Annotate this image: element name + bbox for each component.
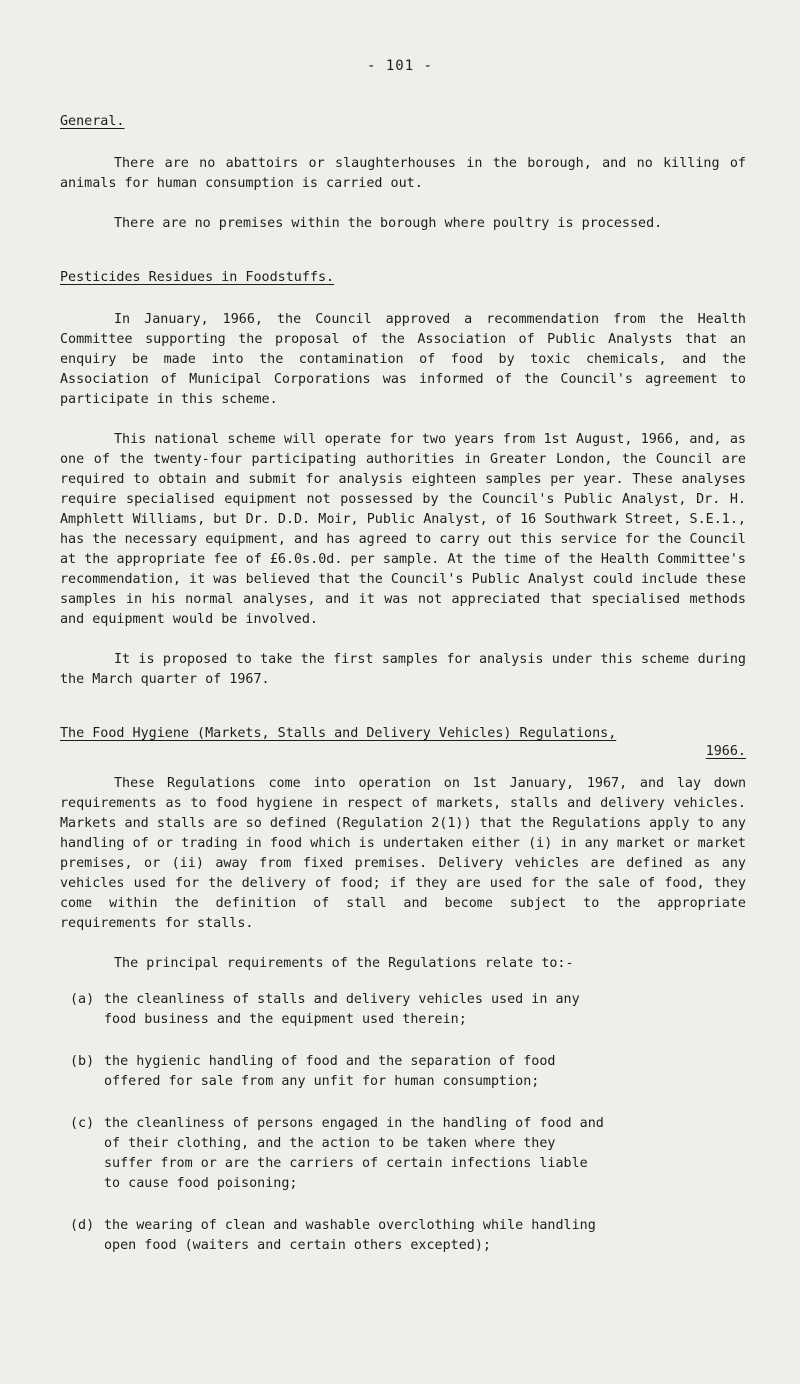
list-item-text: the hygienic handling of food and the separation of food offered for sale from any unfit for human consumption; (104, 1054, 556, 1089)
section-heading-food-hygiene-year: 1966. (705, 744, 746, 759)
document-body (60, 112, 746, 1256)
list-item (70, 990, 746, 1030)
list-item (70, 1114, 746, 1194)
list-item-text: the cleanliness of persons engaged in the handling of food and of their clothing, and the action to be taken where they suffer from or are the carriers of certain infections liable to cause food poisoning; (104, 1116, 604, 1191)
list-item-text: the cleanliness of stalls and delivery vehicles used in any food business and the equipment used therein; (104, 992, 580, 1027)
section-heading-food-hygiene: The Food Hygiene (Markets, Stalls and Delivery Vehicles) Regulations, (60, 726, 617, 741)
section-food-hygiene (60, 724, 746, 1256)
list-marker: (c) (70, 1116, 95, 1131)
requirements-list (60, 990, 746, 1256)
paragraph: In January, 1966, the Council approved a recommendation from the Health Committee supporting the proposal of the Association of Public Analysts that an enquiry be made into the contamination of food by toxic chemicals, and the Association of Municipal Corporations was informed of the Council's agreement to participate in this scheme. (60, 312, 746, 407)
paragraph: There are no abattoirs or slaughterhouses in the borough, and no killing of animals for human consumption is carried out. (60, 156, 746, 191)
paragraph: The principal requirements of the Regulations relate to:- (114, 956, 574, 971)
section-heading-pesticides: Pesticides Residues in Foodstuffs. (60, 270, 335, 285)
list-marker: (b) (70, 1054, 95, 1069)
list-marker: (d) (70, 1218, 95, 1233)
paragraph: These Regulations come into operation on 1st January, 1967, and lay down requirements as to food hygiene in respect of markets, stalls and delivery vehicles. Markets and stalls are so defined (Regulation 2(1)) that the Regulations apply to any handling of or trading in food which is undertaken either (i) in any market or market premises, or (ii) away from fixed premises. Delivery vehicles are defined as any vehicles used for the delivery of food; if they are used for the sale of food, they come within the definition of stall and become subject to the appropriate requirements for stalls. (60, 776, 746, 931)
section-pesticides (60, 268, 746, 690)
paragraph: This national scheme will operate for two years from 1st August, 1966, and, as one of the twenty-four participating authorities in Greater London, the Council are required to obtain and submit for analysis eighteen samples per year. These analyses require specialised equipment not possessed by the Council's Public Analyst, Dr. H. Amphlett Williams, but Dr. D.D. Moir, Public Analyst, of 16 Southwark Street, S.E.1., has the necessary equipment, and has agreed to carry out this service for the Council at the appropriate fee of £6.0s.0d. per sample. At the time of the Health Committee's recommendation, it was believed that the Council's Public Analyst could include these samples in his normal analyses, and it was not appreciated that specialised methods and equipment would be involved. (60, 432, 746, 627)
paragraph: There are no premises within the borough where poultry is processed. (114, 216, 663, 231)
list-item (70, 1052, 746, 1092)
list-item-text: the wearing of clean and washable overclothing while handling open food (waiters and certain others excepted); (104, 1218, 596, 1253)
list-marker: (a) (70, 992, 95, 1007)
list-item (70, 1216, 746, 1256)
section-general (60, 112, 746, 234)
section-heading-general: General. (60, 114, 125, 129)
page-number: - 101 - (366, 58, 433, 74)
paragraph: It is proposed to take the first samples for analysis under this scheme during the March quarter of 1967. (60, 652, 746, 687)
